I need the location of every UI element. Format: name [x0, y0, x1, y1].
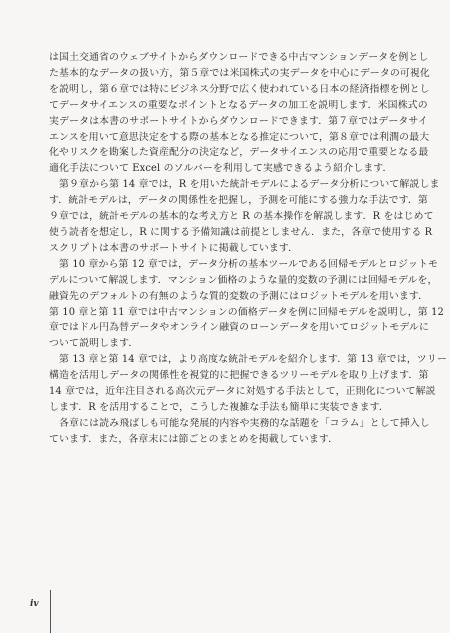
- text-line: ています．また，各章末には節ごとのまとめを掲載しています．: [49, 433, 339, 445]
- text-line: デルについて解説します．マンション価格のような量的変数の予測には回帰モデルを，: [49, 274, 438, 286]
- text-line: 化やリスクを勘案した資産配分の決定など，データサイエンスの応用で重要となる最: [49, 147, 429, 159]
- page-body: [49, 50, 447, 448]
- text-line: ついて説明します．: [49, 338, 139, 350]
- text-line: す．統計モデルは，データの関係性を把握し，予測を可能にする強力な手法です．第: [49, 195, 428, 207]
- text-line: 構造を活用しデータの関係性を視覚的に把握できるツリーモデルを取り上げます．第: [49, 370, 429, 382]
- text-line: 各章には読み飛ばしも可能な発展的内容や実務的な話題を「コラム」として挿入し: [59, 417, 430, 429]
- text-line: 適化手法について Excel のソルバーを利用して実感できるよう紹介します．: [49, 163, 393, 175]
- text-line: 第 10 章から第 12 章では，データ分析の基本ツールである回帰モデルとロジットモ: [59, 258, 439, 270]
- text-line: 融資先のデフォルトの有無のような質的変数の予測にはロジットモデルを用います．: [49, 290, 429, 302]
- text-line: 使う読者を想定し，R に関する予備知識は前提としません．また，各章で使用する R: [49, 226, 433, 238]
- text-line: 章ではドル円為替データやオンライン融資のローンデータを用いてロジットモデルに: [49, 322, 429, 334]
- text-line: てデータサイエンスの重要なポイントとなるデータの加工を説明します．米国株式の: [49, 99, 428, 111]
- text-line: 第９章から第 14 章では，R を用いた統計モデルによるデータ分析について解説しま: [59, 179, 440, 191]
- page-number: iv: [30, 599, 39, 609]
- text-line: スクリプトは本書のサポートサイトに掲載しています．: [49, 242, 299, 254]
- text-line: 14 章では，近年注目される高次元データに対処する手法として，正則化について解説: [49, 386, 436, 398]
- text-line: 第 10 章と第 11 章では中古マンションの価格データを例に回帰モデルを説明し，第 12: [49, 306, 444, 318]
- text-line: します．R を活用することで，こうした複雑な手法も簡単に実装できます．: [49, 401, 389, 413]
- text-line: 第 13 章と第 14 章では，より高度な統計モデルを紹介します．第 13 章では，ツリー: [59, 354, 447, 366]
- text-line: は国土交通省のウェブサイトからダウンロードできる中古マンションデータを例とし: [49, 52, 429, 63]
- margin-rule: [50, 590, 51, 633]
- text-line: ９章では，統計モデルの基本的な考え方と R の基本操作を解説します．R をはじめて: [49, 211, 434, 223]
- text-line: 実データは本書のサポートサイトからダウンロードできます．第７章ではデータサイ: [49, 115, 428, 127]
- text-line: た基本的なデータの扱い方，第５章では米国株式の実データを中心にデータの可視化: [49, 67, 430, 79]
- text-line: エンスを用いて意思決定をする際の基本となる推定について，第８章では利潤の最大: [49, 131, 430, 143]
- text-line: を説明し，第６章では特にビジネス分野で広く使われている日本の経済指標を例とし: [49, 83, 430, 95]
